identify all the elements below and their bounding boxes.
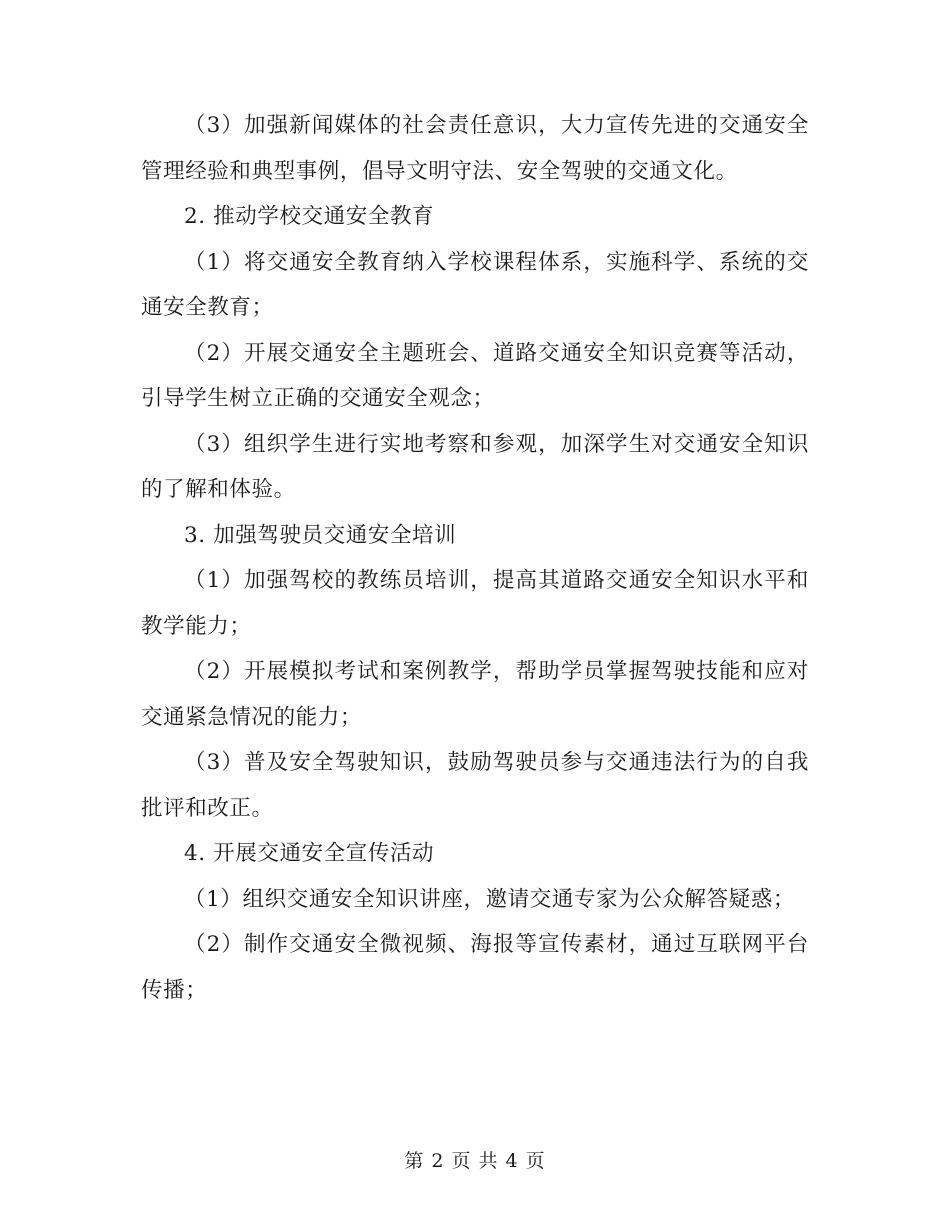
paragraph-2-class-meetings: （2）开展交通安全主题班会、道路交通安全知识竞赛等活动，引导学生树立正确的交通安全观念；: [141, 340, 809, 411]
paragraph-3-media-responsibility: （3）加强新闻媒体的社会责任意识，大力宣传先进的交通安全管理经验和典型事例，倡导文明守法、安全驾驶的交通文化。: [141, 113, 809, 184]
paragraph-3-safe-driving: （3）普及安全驾驶知识，鼓励驾驶员参与交通违法行为的自我批评和改正。: [141, 750, 809, 821]
section-heading-school-education: 2. 推动学校交通安全教育: [184, 204, 435, 229]
section-heading-driver-training: 3. 加强驾驶员交通安全培训: [184, 522, 457, 548]
paragraph-2-micro-videos: （2）制作交通安全微视频、海报等宣传素材，通过互联网平台传播；: [141, 932, 809, 1003]
document-body: [141, 103, 809, 1013]
paragraph-2-mock-exams: （2）开展模拟考试和案例教学，帮助学员掌握驾驶技能和应对交通紧急情况的能力；: [141, 659, 809, 730]
paragraph-1-curriculum: （1）将交通安全教育纳入学校课程体系，实施科学、系统的交通安全教育；: [141, 249, 809, 320]
section-heading-publicity: 4. 开展交通安全宣传活动: [184, 841, 435, 866]
paragraph-1-lectures: （1）组织交通安全知识讲座，邀请交通专家为公众解答疑惑；: [184, 886, 795, 912]
paragraph-3-field-visits: （3）组织学生进行实地考察和参观，加深学生对交通安全知识的了解和体验。: [141, 431, 809, 502]
paragraph-1-instructor-training: （1）加强驾校的教练员培训，提高其道路交通安全知识水平和教学能力；: [141, 568, 809, 639]
page-number-footer: 第 2 页 共 4 页: [404, 1150, 546, 1172]
